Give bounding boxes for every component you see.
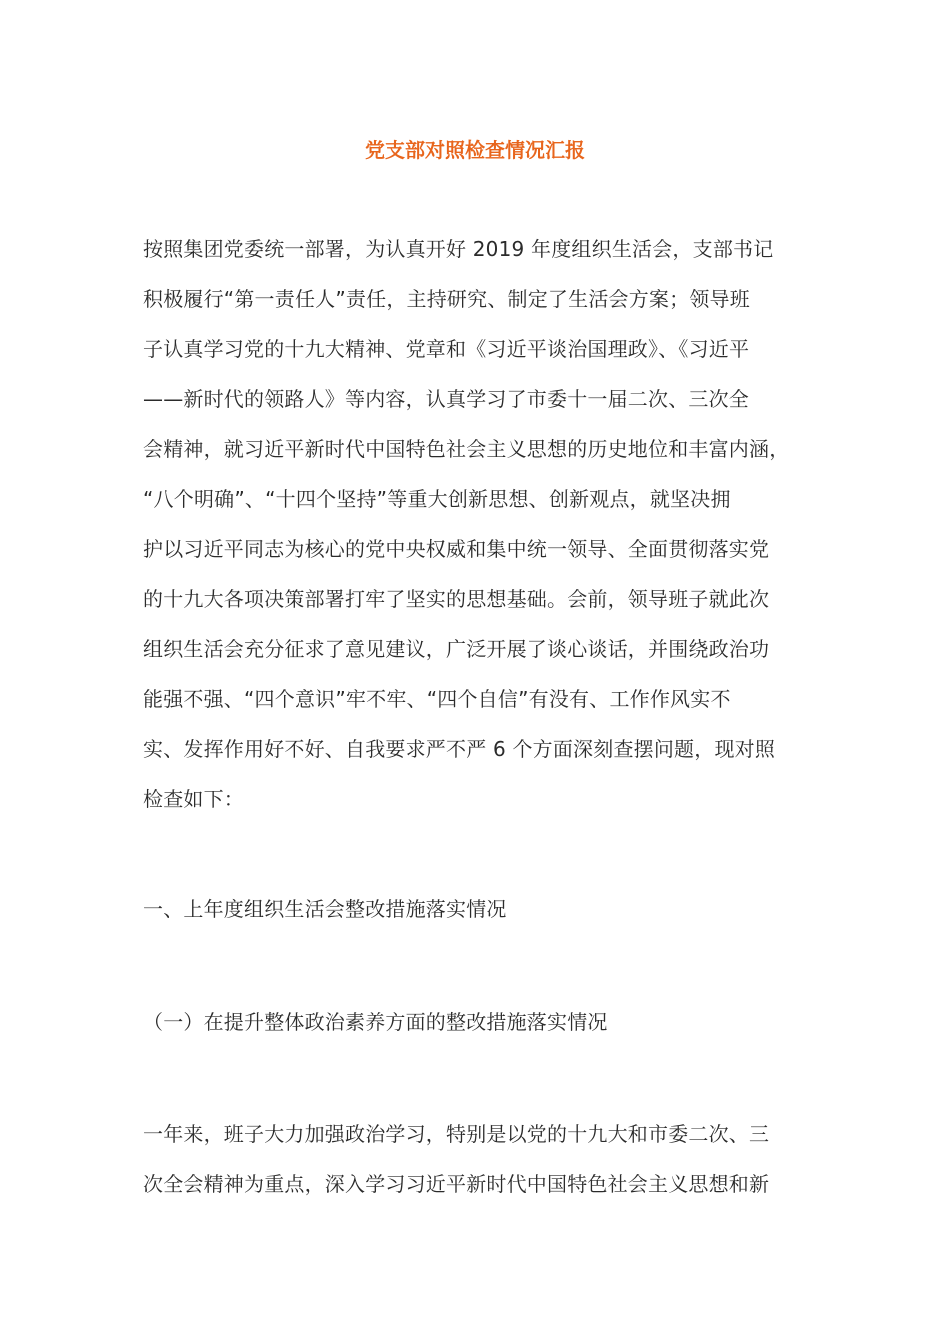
paragraph-line: 会精神，就习近平新时代中国特色社会主义思想的历史地位和丰富内涵， <box>143 437 790 461</box>
document-title: 党支部对照检查情况汇报 <box>365 138 585 162</box>
intro-paragraph <box>143 224 815 824</box>
section-heading <box>143 884 815 934</box>
paragraph-line: 积极履行“第一责任人”责任，主持研究、制定了生活会方案；领导班 <box>143 287 750 311</box>
paragraph-line: 的十九大各项决策部署打牢了坚实的思想基础。会前，领导班子就此次 <box>143 587 770 611</box>
subsection-heading <box>143 997 815 1047</box>
body-paragraph <box>143 1109 815 1209</box>
paragraph-line: 组织生活会充分征求了意见建议，广泛开展了谈心谈话，并围绕政治功 <box>143 637 770 661</box>
paragraph-line: 次全会精神为重点，深入学习习近平新时代中国特色社会主义思想和新 <box>143 1172 770 1196</box>
paragraph-line: 一年来，班子大力加强政治学习，特别是以党的十九大和市委二次、三 <box>143 1122 770 1146</box>
paragraph-line: ——新时代的领路人》等内容，认真学习了市委十一届二次、三次全 <box>143 387 749 411</box>
section-heading-text: 一、上年度组织生活会整改措施落实情况 <box>143 897 507 921</box>
paragraph-line: 按照集团党委统一部署，为认真开好 2019 年度组织生活会，支部书记 <box>143 237 774 261</box>
paragraph-line: 能强不强、“四个意识”牢不牢、“四个自信”有没有、工作作风实不 <box>143 687 731 711</box>
paragraph-line: 检查如下： <box>143 787 244 811</box>
paragraph-line: 子认真学习党的十九大精神、党章和《习近平谈治国理政》、《习近平 <box>143 337 750 361</box>
subsection-heading-text: （一）在提升整体政治素养方面的整改措施落实情况 <box>143 1010 608 1034</box>
paragraph-line: 护以习近平同志为核心的党中央权威和集中统一领导、全面贯彻落实党 <box>143 537 770 561</box>
paragraph-line: “八个明确”、“十四个坚持”等重大创新思想、创新观点，就坚决拥 <box>143 487 731 511</box>
paragraph-line: 实、发挥作用好不好、自我要求严不严 6 个方面深刻查摆问题，现对照 <box>143 737 776 761</box>
